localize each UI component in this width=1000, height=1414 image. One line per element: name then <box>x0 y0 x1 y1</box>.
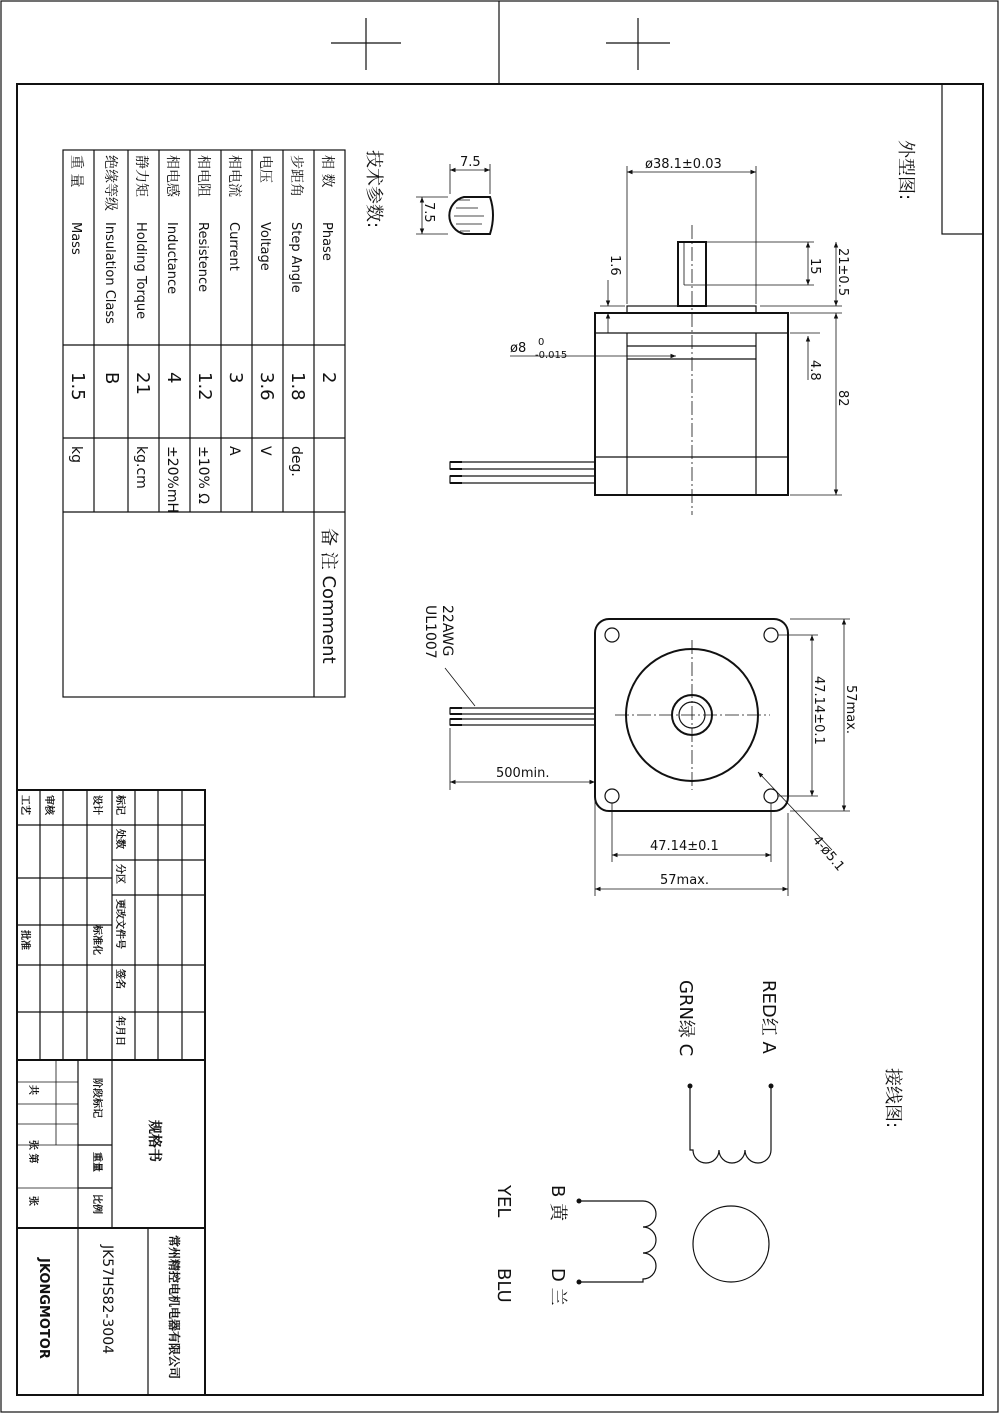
wire-red-label: RED红 A <box>758 980 779 1054</box>
flat-height-label: 7.5 <box>421 202 436 223</box>
spec-unit-8: kg <box>68 446 84 463</box>
wire-blu-cn-label: D 兰 <box>547 1268 568 1306</box>
spec-unit-1: deg. <box>288 446 304 477</box>
tb-head-label-2: 分区 <box>114 864 125 884</box>
spec-cn-3: 相电流 <box>226 155 242 197</box>
spec-en-7: Insulation Class <box>102 222 117 324</box>
spec-en-3: Current <box>226 222 241 271</box>
spec-value-4: 1.2 <box>194 372 215 401</box>
spec-cn-5: 相电感 <box>164 155 180 197</box>
wiring-diagram <box>493 980 779 1306</box>
spec-unit-4: ±10% Ω <box>195 446 211 504</box>
title-block <box>17 790 205 1395</box>
model-number: JK57HS82-3004 <box>99 1245 115 1355</box>
flat-length-label: 15 <box>807 258 822 275</box>
spec-cn-2: 电压 <box>257 155 273 183</box>
shaft-tol-upper: 0 <box>538 337 545 348</box>
motor-side-view <box>450 157 850 515</box>
hole-spacing-h-label: 47.14±0.1 <box>650 839 719 854</box>
outline-heading: 外型图: <box>895 140 916 201</box>
spec-en-4: Resistence <box>195 222 210 293</box>
comment-label: 备 注 Comment <box>318 528 339 664</box>
body-length-label: 82 <box>835 390 850 407</box>
tech-params-heading: 技术参数: <box>363 150 384 229</box>
pilot-diameter-label: ø38.1±0.03 <box>645 157 722 172</box>
shaft-section-view <box>416 155 493 234</box>
flange-v-label: 57max. <box>843 685 858 734</box>
shaft-length-label: 21±0.5 <box>835 248 850 297</box>
spec-unit-2: V <box>257 446 273 456</box>
tb-head-label-1: 处数 <box>114 829 125 849</box>
spec-value-2: 3.6 <box>256 372 277 401</box>
wire-yel-en-label: YEL <box>493 1185 514 1218</box>
flat-width-label: 7.5 <box>460 155 481 170</box>
flange-h-label: 57max. <box>660 873 709 888</box>
wiring-heading: 接线图: <box>882 1068 903 1129</box>
spec-value-1: 1.8 <box>287 372 308 401</box>
spec-value-7: B <box>101 372 122 385</box>
spec-value-0: 2 <box>318 372 339 384</box>
hole-spacing-v-label: 47.14±0.1 <box>811 676 826 745</box>
pilot-height-label: 1.6 <box>607 255 622 276</box>
spec-value-5: 4 <box>163 372 184 384</box>
stage-label: 阶段标记 <box>91 1078 102 1118</box>
holes-label: 4-ø5.1 <box>808 832 848 875</box>
tb-head-label-3: 更改文件号 <box>114 899 125 949</box>
sheet-label: 张 第 <box>27 1140 38 1164</box>
rear-step-label: 4.8 <box>807 360 822 381</box>
brand-name: JKONGMOTOR <box>36 1258 51 1359</box>
company-name: 常州精控电机电器有限公司 <box>167 1235 181 1380</box>
spec-en-8: Mass <box>68 222 83 255</box>
motor-front-view <box>422 605 858 896</box>
spec-unit-3: A <box>226 446 242 456</box>
spec-value-6: 21 <box>132 372 153 395</box>
spec-en-1: Step Angle <box>288 222 303 293</box>
spec-en-6: Holding Torque <box>133 222 148 320</box>
tb-col-label-2: 工艺 <box>19 795 30 815</box>
shaft-diameter-label: ø8 <box>510 341 527 356</box>
wire-yel-cn-label: B 黄 <box>547 1185 568 1222</box>
tb-col-label-0: 设计 <box>91 795 102 815</box>
tb-head-label-5: 年月日 <box>114 1016 125 1046</box>
shaft-tol-lower: -0.015 <box>535 350 568 361</box>
spec-cn-8: 重 量 <box>68 155 84 188</box>
wire-blu-en-label: BLU <box>493 1268 514 1303</box>
tb-col-label-4: 批准 <box>19 930 30 950</box>
scale-label: 比例 <box>91 1194 102 1214</box>
sheet-suffix-label: 张 <box>27 1196 38 1206</box>
wire-gauge-label: 22AWG <box>439 605 455 657</box>
doc-title: 规格书 <box>146 1120 162 1162</box>
spec-cn-0: 相 数 <box>319 155 335 188</box>
tb-col-label-3: 标准化 <box>91 925 102 955</box>
tb-head-label-0: 标记 <box>114 795 125 815</box>
tb-col-label-1: 审核 <box>43 795 54 815</box>
spec-cn-4: 相电阻 <box>195 155 211 197</box>
spec-unit-5: ±20%mH <box>164 446 180 514</box>
spec-en-0: Phase <box>319 222 334 261</box>
wire-type-label: UL1007 <box>422 605 438 659</box>
spec-en-5: Inductance <box>164 222 179 295</box>
spec-value-8: 1.5 <box>67 372 88 401</box>
spec-unit-6: kg.cm <box>133 446 149 489</box>
spec-cn-6: 静力矩 <box>133 155 149 197</box>
spec-table <box>63 150 345 697</box>
wire-grn-label: GRN绿 C <box>675 980 696 1057</box>
spec-value-3: 3 <box>225 372 246 384</box>
spec-en-2: Voltage <box>257 222 272 271</box>
total-label: 共 <box>27 1085 38 1095</box>
weight-label: 重量 <box>91 1152 102 1172</box>
spec-cn-7: 绝缘等级 <box>102 155 118 211</box>
spec-cn-1: 步距角 <box>288 155 304 197</box>
lead-length-label: 500min. <box>496 766 550 781</box>
tb-head-label-4: 签名 <box>114 969 125 989</box>
